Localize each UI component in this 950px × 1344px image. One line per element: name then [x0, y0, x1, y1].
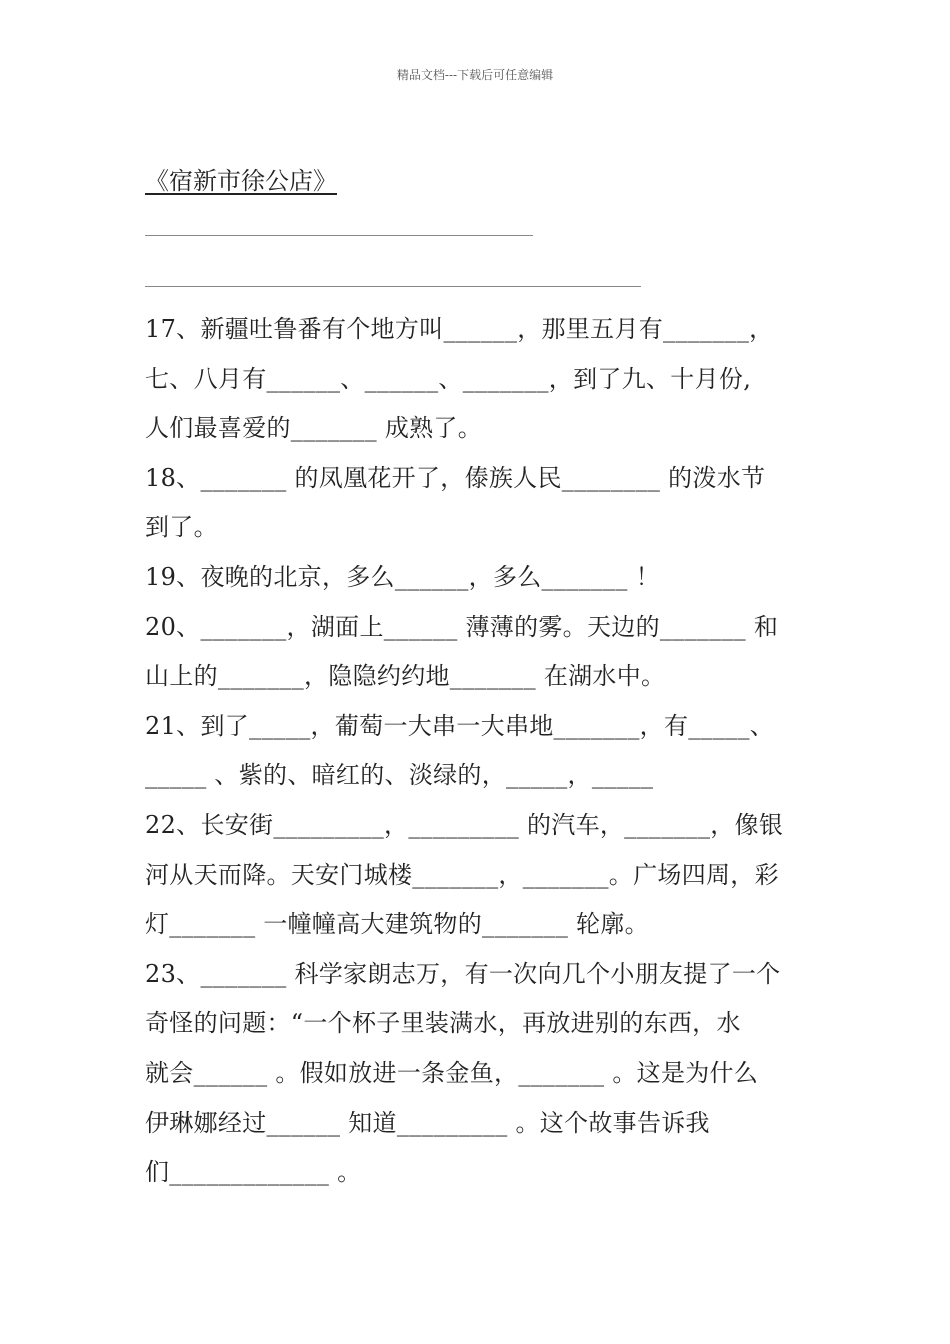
text-line-9: 21、到了_____，葡萄一大串一大串地_______，有_____、	[145, 711, 775, 740]
text-line-16: 就会______ 。假如放进一条金鱼，_______ 。这是为什么	[145, 1058, 759, 1087]
text-line-11: 22、长安街_________，_________ 的汽车，_______，像银	[145, 810, 784, 839]
page-header: 精品文档---下载后可任意编辑	[396, 68, 554, 82]
poem-title: 《宿新市徐公店》	[145, 167, 337, 195]
text-line-2: 七、八月有______、______、_______，到了九、十月份,	[145, 364, 752, 393]
text-line-10: _____ 、紫的、暗红的、淡绿的，_____，_____	[145, 761, 654, 790]
text-line-3: 人们最喜爱的_______ 成熟了。	[145, 414, 483, 443]
exercise-content	[145, 305, 810, 1198]
text-line-18: 们_____________ 。	[145, 1158, 362, 1187]
text-line-17: 伊琳娜经过______ 知道_________ 。这个故事告诉我	[145, 1108, 710, 1137]
text-line-14: 23、_______ 科学家朗志万，有一次向几个小朋友提了一个	[145, 959, 781, 988]
text-line-8: 山上的_______，隐隐约约地_______ 在湖水中。	[145, 662, 666, 691]
answer-line-2	[145, 286, 641, 287]
text-line-15: 奇怪的问题：“一个杯子里装满水，再放进别的东西，水	[145, 1009, 741, 1038]
answer-line-1	[145, 235, 533, 236]
text-line-4: 18、_______ 的凤凰花开了，傣族人民________ 的泼水节	[145, 463, 766, 492]
text-line-7: 20、_______，湖面上______ 薄薄的雾。天边的_______ 和	[145, 612, 779, 641]
text-line-5: 到了。	[145, 513, 218, 542]
text-line-1: 17、新疆吐鲁番有个地方叫______，那里五月有_______，	[145, 315, 774, 343]
text-line-6: 19、夜晚的北京，多么______，多么_______ ！	[145, 562, 660, 591]
text-line-12: 河从天而降。天安门城楼_______，_______。广场四周，彩	[145, 860, 779, 889]
text-line-13: 灯_______ 一幢幢高大建筑物的_______ 轮廓。	[145, 910, 649, 939]
